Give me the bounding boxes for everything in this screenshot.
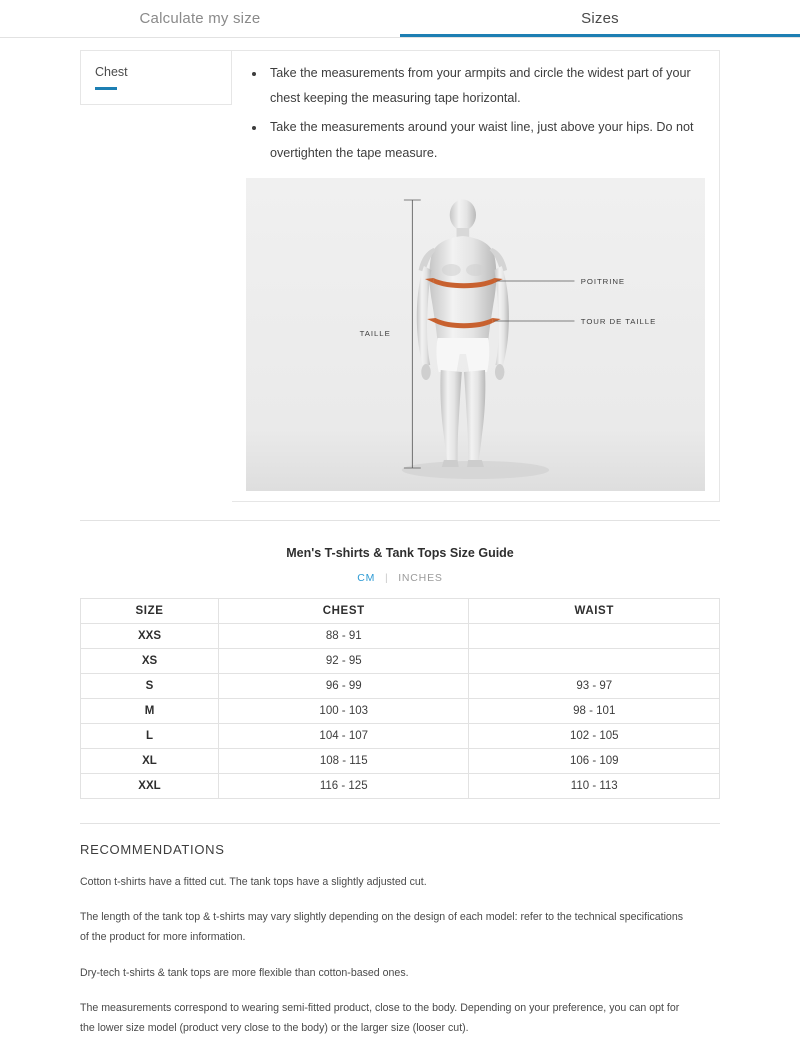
recommendations-divider [80,823,720,824]
cell-size: XL [81,748,219,773]
list-item: • Take the measurements from your armpits and circle the widest part of your chest keeping the measuring tape horizontal. [266,61,705,111]
recommendations-paragraph: Cotton t-shirts have a fitted cut. The tank tops have a slightly adjusted cut. [80,875,427,888]
cell-chest: 100 - 103 [218,698,469,723]
unit-inches-button[interactable]: INCHES [398,571,443,584]
size-table [80,598,720,799]
column-header-chest: CHEST [218,598,469,623]
table-row [81,748,720,773]
body-figure-illustration [246,178,705,491]
recommendations-paragraph: Dry-tech t-shirts & tank tops are more flexible than cotton-based ones. [80,966,409,979]
cell-chest: 108 - 115 [218,748,469,773]
cell-chest: 92 - 95 [218,648,469,673]
recommendations-paragraph: The measurements correspond to wearing semi-fitted product, close to the body. Depending on your preference, you can opt for the lower size model (product very close to the body) or the larger size (looser cut). [80,1002,680,1034]
recommendations-paragraph: The length of the tank top & t-shirts may vary slightly depending on the design of each model: refer to the technical specifications of the product for more information. [80,911,684,943]
column-header-waist: WAIST [469,598,720,623]
sidebar-item-chest-label: Chest [95,65,128,79]
body-measurement-figure [246,178,705,491]
cell-waist: 102 - 105 [469,723,720,748]
cell-size: L [81,723,219,748]
table-row [81,698,720,723]
unit-cm-button[interactable]: CM [357,571,376,584]
label-waist: TOUR DE TAILLE [580,316,657,326]
sidebar-item-chest-active-underline [95,87,117,90]
section-divider [80,520,720,521]
unit-toggle [0,572,800,584]
measure-instructions-section [0,38,800,502]
cell-waist [469,623,720,648]
table-row [81,773,720,798]
cell-chest: 104 - 107 [218,723,469,748]
cell-waist: 93 - 97 [469,673,720,698]
table-row [81,723,720,748]
cell-waist: 98 - 101 [469,698,720,723]
cell-size: XXS [81,623,219,648]
sidebar-item-chest[interactable] [95,65,231,90]
table-row [81,623,720,648]
tab-bar [0,0,800,38]
measurement-side-nav [80,50,232,105]
tab-sizes[interactable]: Sizes [400,0,800,37]
list-item: • Take the measurements around your waist line, just above your hips. Do not overtighten the tape measure. [266,115,705,165]
page-title: Men's T-shirts & Tank Tops Size Guide [286,545,514,560]
instructions-panel [232,50,720,502]
cell-chest: 88 - 91 [218,623,469,648]
instructions-list [246,61,705,166]
cell-size: XS [81,648,219,673]
cell-waist: 110 - 113 [469,773,720,798]
table-header-row [81,598,720,623]
label-height: TAILLE [359,328,391,338]
cell-size: M [81,698,219,723]
cell-chest: 96 - 99 [218,673,469,698]
recommendations-title: RECOMMENDATIONS [80,841,225,857]
tab-calculate-my-size[interactable]: Calculate my size [0,0,400,37]
table-row [81,673,720,698]
cell-chest: 116 - 125 [218,773,469,798]
label-chest: POITRINE [580,276,626,286]
cell-waist [469,648,720,673]
table-row [81,648,720,673]
cell-size: XXL [81,773,219,798]
cell-size: S [81,673,219,698]
unit-separator: | [384,571,389,584]
cell-waist: 106 - 109 [469,748,720,773]
column-header-size: SIZE [81,598,219,623]
